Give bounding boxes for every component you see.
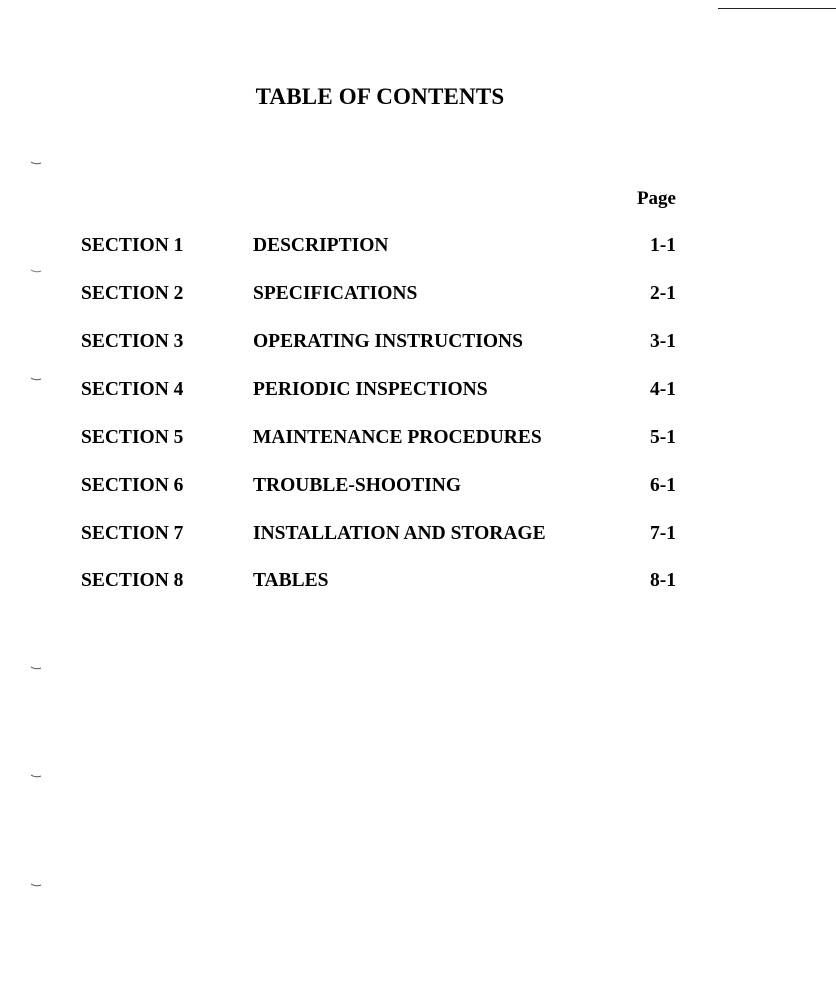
toc-section-number: SECTION 2	[81, 283, 184, 304]
toc-row	[0, 475, 836, 505]
toc-section-title: PERIODIC INSPECTIONS	[253, 379, 488, 400]
toc-section-number: SECTION 4	[81, 379, 184, 400]
top-rule-line	[718, 8, 836, 9]
binder-mark	[30, 665, 42, 671]
toc-section-number: SECTION 3	[81, 331, 184, 352]
toc-section-number: SECTION 5	[81, 427, 184, 448]
toc-section-title: SPECIFICATIONS	[253, 283, 418, 304]
toc-page-number: 4-1	[650, 379, 676, 400]
toc-row	[0, 570, 836, 600]
toc-page-number: 3-1	[650, 331, 676, 352]
toc-section-number: SECTION 7	[81, 523, 184, 544]
toc-row	[0, 379, 836, 409]
binder-mark	[30, 882, 42, 888]
page-column-header: Page	[636, 188, 676, 209]
toc-page-number: 8-1	[650, 570, 676, 591]
toc-section-title: DESCRIPTION	[253, 235, 389, 256]
toc-section-title: TABLES	[253, 570, 329, 591]
binder-mark	[30, 773, 42, 779]
toc-section-number: SECTION 6	[81, 475, 184, 496]
toc-section-title: TROUBLE-SHOOTING	[253, 475, 462, 496]
toc-page-number: 6-1	[650, 475, 676, 496]
binder-mark	[30, 160, 42, 166]
toc-page-number: 5-1	[650, 427, 676, 448]
toc-row	[0, 427, 836, 457]
toc-row	[0, 331, 836, 361]
toc-row	[0, 235, 836, 265]
toc-row	[0, 283, 836, 313]
toc-page-number: 7-1	[650, 523, 676, 544]
toc-section-title: INSTALLATION AND STORAGE	[253, 523, 546, 544]
toc-row	[0, 523, 836, 553]
page-title: TABLE OF CONTENTS	[255, 84, 505, 109]
binder-mark	[30, 268, 42, 274]
toc-section-title: MAINTENANCE PROCEDURES	[253, 427, 542, 448]
toc-section-number: SECTION 8	[81, 570, 184, 591]
toc-page-number: 1-1	[650, 235, 676, 256]
toc-page-number: 2-1	[650, 283, 676, 304]
toc-section-number: SECTION 1	[81, 235, 184, 256]
toc-section-title: OPERATING INSTRUCTIONS	[253, 331, 523, 352]
